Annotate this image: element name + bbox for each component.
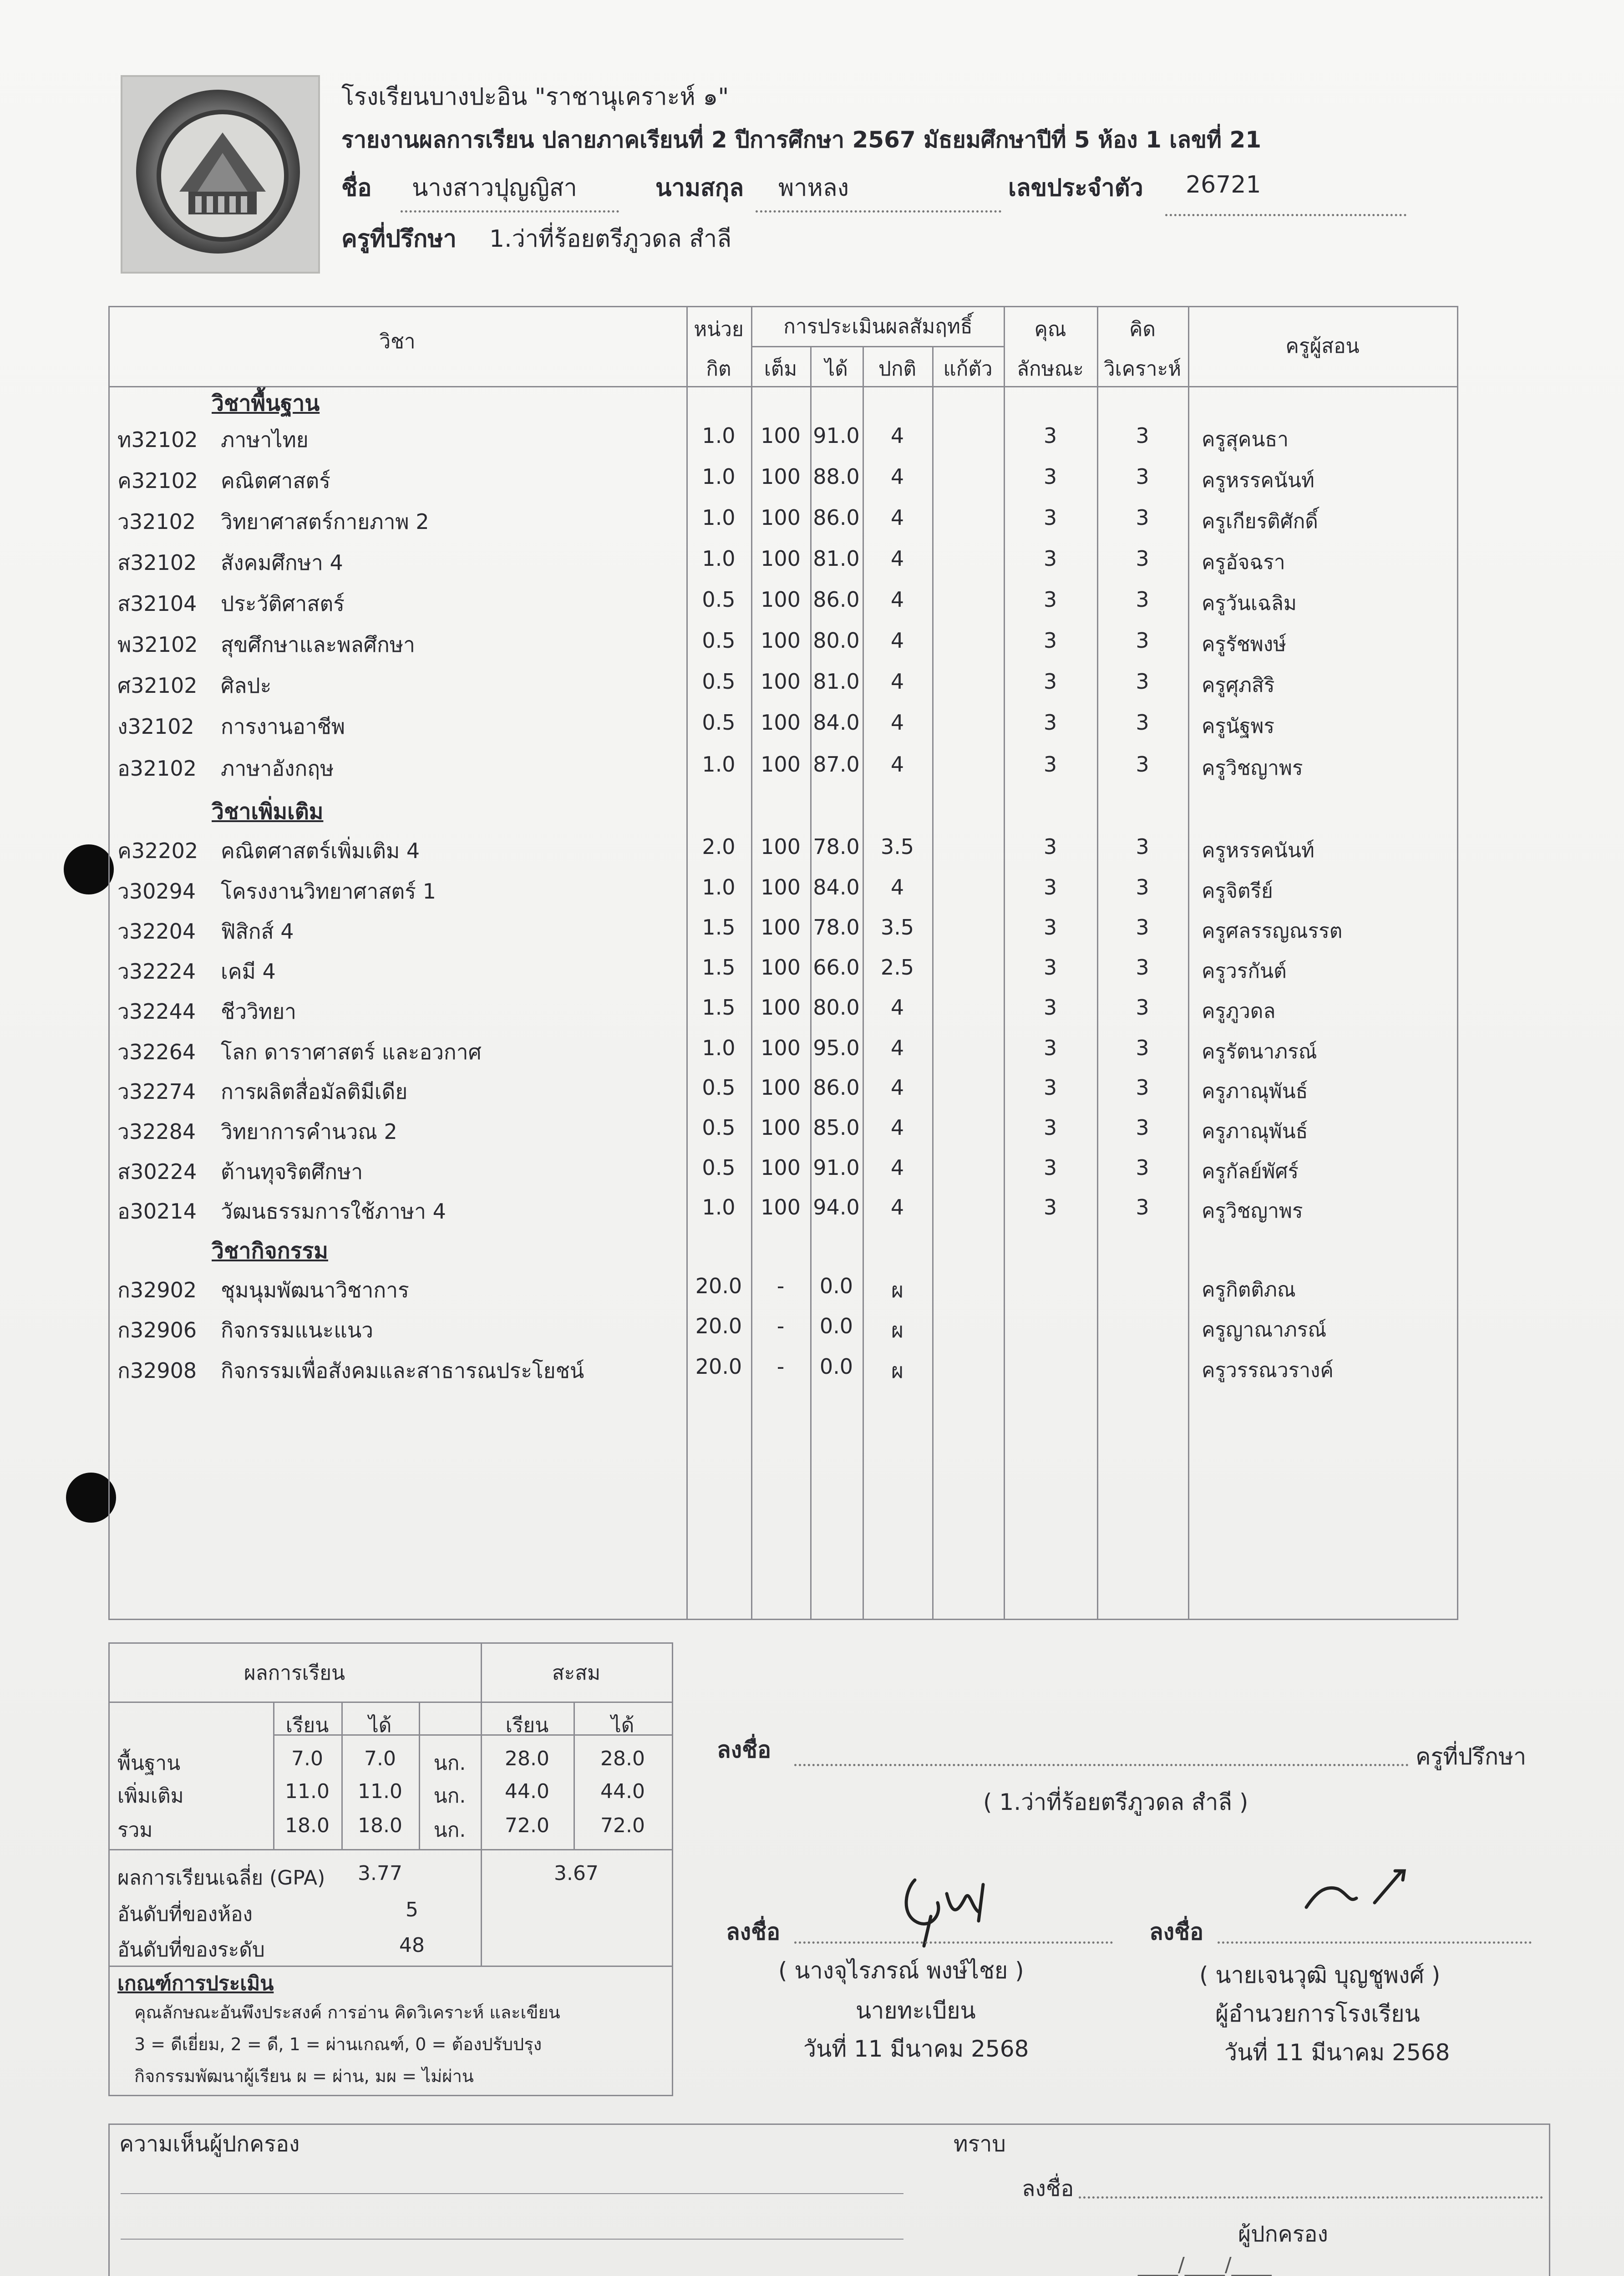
- advisor-sign-role: ครูที่ปรึกษา: [1416, 1743, 1527, 1770]
- cell-name: ชุมนุมพัฒนาวิชาการ: [221, 1278, 409, 1302]
- cell-char: 3: [1043, 587, 1057, 612]
- criteria-line-1: คุณลักษณะอันพึงประสงค์ การอ่าน คิดวิเคราะห์ และเขียน: [134, 2002, 560, 2022]
- summary-got-header: ได้: [368, 1714, 392, 1737]
- cell-code: พ32102: [117, 632, 198, 657]
- cell-teacher: ครูจิตรีย์: [1202, 879, 1273, 903]
- registrar-role: นายทะเบียน: [856, 1997, 976, 2024]
- cell-think: 3: [1136, 1075, 1149, 1100]
- cell-code: ก32902: [117, 1278, 197, 1302]
- col-teacher: ครูผู้สอน: [1285, 335, 1360, 358]
- col-think-1: คิด: [1129, 318, 1156, 341]
- cell-char: 3: [1043, 834, 1057, 859]
- parent-role-label: ผู้ปกครอง: [1238, 2221, 1328, 2247]
- cell-char: 3: [1043, 875, 1057, 899]
- cell-credit: 0.5: [702, 1155, 736, 1180]
- cell-full: 100: [761, 995, 801, 1020]
- cell-name: วิทยาศาสตร์กายภาพ 2: [221, 509, 429, 534]
- cell-credit: 1.5: [702, 915, 736, 940]
- student-name: นางสาวปุญญิสา: [412, 174, 577, 202]
- cell-teacher: ครูวิชญาพร: [1202, 1199, 1303, 1223]
- cell-char: 3: [1043, 752, 1057, 777]
- cell-name: วัฒนธรรมการใช้ภาษา 4: [221, 1199, 446, 1224]
- col-credit-1: หน่วย: [694, 318, 744, 341]
- cell-char: 3: [1043, 505, 1057, 530]
- section-activity: วิชากิจกรรม: [212, 1238, 328, 1264]
- cell-credit: 1.0: [702, 875, 736, 899]
- cell-grade: 4: [890, 1155, 904, 1180]
- cell-think: 3: [1136, 628, 1149, 653]
- summary-cell-acc_got: 28.0: [600, 1747, 645, 1770]
- cell-name: ชีววิทยา: [221, 999, 296, 1024]
- summary-cell-label: รวม: [117, 1819, 153, 1842]
- cell-credit: 1.0: [702, 423, 736, 448]
- summary-cell-got: 18.0: [358, 1814, 402, 1837]
- cell-got: 78.0: [813, 915, 860, 940]
- cell-teacher: ครูนัฐพร: [1202, 715, 1275, 738]
- summary-acc-learn-header: เรียน: [505, 1714, 549, 1737]
- summary-acc-got-header: ได้: [611, 1714, 634, 1737]
- summary-cell-acc_got: 72.0: [600, 1814, 645, 1837]
- cell-full: 100: [761, 505, 801, 530]
- cell-think: 3: [1136, 995, 1149, 1020]
- cell-full: 100: [761, 1036, 801, 1060]
- cell-grade: 4: [890, 875, 904, 899]
- col-fix: แก้ตัว: [943, 357, 993, 381]
- advisor-sign-name: ( 1.ว่าที่ร้อยตรีภูวดล สำลี ): [983, 1789, 1248, 1815]
- cell-got: 81.0: [813, 546, 860, 571]
- cell-code: ว32284: [117, 1119, 196, 1144]
- cell-grade: 4: [890, 995, 904, 1020]
- summary-cell-unit: นก.: [433, 1784, 466, 1808]
- cell-full: 100: [761, 915, 801, 940]
- cell-char: 3: [1043, 669, 1057, 694]
- cell-got: 84.0: [813, 710, 860, 735]
- cell-got: 0.0: [819, 1314, 853, 1338]
- summary-cell-got: 7.0: [364, 1747, 396, 1770]
- col-char-2: ลักษณะ: [1016, 357, 1084, 381]
- cell-grade: 4: [890, 710, 904, 735]
- cell-full: 100: [761, 834, 801, 859]
- cell-full: 100: [761, 1115, 801, 1140]
- cell-name: วิทยาการคำนวณ 2: [221, 1119, 397, 1144]
- cell-code: ค32102: [117, 468, 198, 493]
- cell-name: โลก ดาราศาสตร์ และอวกาศ: [221, 1040, 482, 1064]
- cell-think: 3: [1136, 752, 1149, 777]
- cell-credit: 1.0: [702, 505, 736, 530]
- cell-grade: ผ: [891, 1318, 903, 1342]
- cell-think: 3: [1136, 875, 1149, 899]
- cell-got: 0.0: [819, 1354, 853, 1379]
- cell-full: 100: [761, 1075, 801, 1100]
- cell-got: 84.0: [813, 875, 860, 899]
- cell-name: การผลิตสื่อมัลติมีเดีย: [221, 1079, 408, 1104]
- cell-teacher: ครูรัชพงษ์: [1202, 633, 1287, 656]
- cell-full: -: [776, 1314, 785, 1338]
- cell-credit: 20.0: [695, 1354, 742, 1379]
- advisor-sign-label: ลงชื่อ: [717, 1737, 771, 1763]
- cell-think: 3: [1136, 1155, 1149, 1180]
- cell-code: ว32264: [117, 1040, 196, 1064]
- cell-got: 66.0: [813, 955, 860, 980]
- cell-code: ว30294: [117, 879, 196, 904]
- cell-think: 3: [1136, 710, 1149, 735]
- cell-think: 3: [1136, 587, 1149, 612]
- director-date: วันที่ 11 มีนาคม 2568: [1224, 2039, 1450, 2066]
- cell-char: 3: [1043, 995, 1057, 1020]
- cell-teacher: ครูญาณาภรณ์: [1202, 1318, 1327, 1341]
- parent-sign-label: ลงชื่อ: [1022, 2176, 1074, 2201]
- cell-code: อ30214: [117, 1199, 197, 1224]
- cell-grade: 4: [890, 752, 904, 777]
- cell-name: ภาษาอังกฤษ: [221, 756, 334, 781]
- cell-name: ต้านทุจริตศึกษา: [221, 1159, 363, 1184]
- cell-name: ฟิสิกส์ 4: [221, 919, 294, 944]
- punch-hole-top: [64, 844, 114, 894]
- cell-got: 94.0: [813, 1195, 860, 1219]
- cell-credit: 1.0: [702, 464, 736, 489]
- cell-name: การงานอาชีพ: [221, 714, 345, 739]
- cell-credit: 20.0: [695, 1314, 742, 1338]
- cell-char: 3: [1043, 1195, 1057, 1219]
- cell-grade: 4: [890, 546, 904, 571]
- summary-cell-unit: นก.: [433, 1819, 466, 1842]
- cell-name: ศิลปะ: [221, 673, 272, 698]
- summary-cell-learn: 11.0: [285, 1780, 330, 1803]
- cell-code: ศ32102: [117, 673, 198, 698]
- cell-code: ค32202: [117, 838, 198, 863]
- cell-think: 3: [1136, 669, 1149, 694]
- cell-code: ว32102: [117, 509, 196, 534]
- cell-teacher: ครูสุคนธา: [1202, 428, 1289, 451]
- cell-got: 88.0: [813, 464, 860, 489]
- cell-think: 3: [1136, 546, 1149, 571]
- cell-credit: 1.0: [702, 1036, 736, 1060]
- cell-think: 3: [1136, 1036, 1149, 1060]
- cell-got: 91.0: [813, 1155, 860, 1180]
- cell-code: ก32908: [117, 1358, 197, 1383]
- cell-name: สุขศึกษาและพลศึกษา: [221, 632, 415, 657]
- cell-teacher: ครูกัลย์พัศร์: [1202, 1160, 1299, 1183]
- cell-teacher: ครูวรรณวรางค์: [1202, 1359, 1334, 1382]
- cell-name: เคมี 4: [221, 959, 276, 984]
- cell-got: 80.0: [813, 628, 860, 653]
- advisor-label: ครูที่ปรึกษา: [341, 225, 457, 253]
- school-emblem-icon: [161, 114, 284, 237]
- cell-full: 100: [761, 464, 801, 489]
- section-basic: วิชาพื้นฐาน: [212, 391, 320, 416]
- student-surname: พาหลง: [778, 174, 849, 202]
- cell-teacher: ครูกิตติภณ: [1202, 1278, 1296, 1301]
- section-extra: วิชาเพิ่มเติม: [212, 799, 324, 824]
- cell-code: ส32104: [117, 591, 197, 616]
- director-sign-label: ลงชื่อ: [1149, 1919, 1204, 1945]
- summary-cell-label: พื้นฐาน: [117, 1752, 181, 1775]
- col-normal: ปกติ: [878, 357, 917, 381]
- cell-credit: 0.5: [702, 628, 736, 653]
- level-rank-label: อันดับที่ของระดับ: [117, 1938, 265, 1961]
- director-role: ผู้อำนวยการโรงเรียน: [1215, 2001, 1420, 2027]
- student-id: 26721: [1186, 171, 1261, 198]
- cell-got: 78.0: [813, 834, 860, 859]
- cell-credit: 2.0: [702, 834, 736, 859]
- cell-full: 100: [761, 875, 801, 899]
- cell-full: 100: [761, 752, 801, 777]
- cell-teacher: ครูรัตนาภรณ์: [1202, 1040, 1317, 1063]
- summary-cell-acc_learn: 28.0: [505, 1747, 549, 1770]
- cell-teacher: ครูศลรรญณรรต: [1202, 920, 1343, 943]
- cell-full: -: [776, 1274, 785, 1298]
- cell-credit: 0.5: [702, 587, 736, 612]
- cell-char: 3: [1043, 423, 1057, 448]
- cell-char: 3: [1043, 546, 1057, 571]
- cell-grade: ผ: [891, 1358, 903, 1383]
- cell-code: ว32274: [117, 1079, 196, 1104]
- summary-cell-acc_learn: 72.0: [505, 1814, 549, 1837]
- cell-got: 86.0: [813, 587, 860, 612]
- registrar-name: ( นางจุไรภรณ์ พงษ์ไชย ): [778, 1957, 1024, 1984]
- director-name: ( นายเจนวุฒิ บุญชูพงศ์ ): [1199, 1962, 1441, 1988]
- cell-name: คณิตศาสตร์: [221, 468, 331, 493]
- col-subject: วิชา: [379, 330, 416, 353]
- col-got: ได้: [825, 357, 848, 381]
- parent-sign-date: ____/____/____: [1138, 2253, 1272, 2276]
- cell-teacher: ครูอัจฉรา: [1202, 551, 1285, 574]
- col-char-1: คุณ: [1034, 318, 1066, 341]
- cell-code: ก32906: [117, 1318, 197, 1342]
- cell-name: กิจกรรมเพื่อสังคมและสาธารณประโยชน์: [221, 1358, 584, 1383]
- registrar-sign-label: ลงชื่อ: [726, 1919, 781, 1945]
- cell-grade: 4: [890, 587, 904, 612]
- cell-think: 3: [1136, 423, 1149, 448]
- summary-cell-got: 11.0: [358, 1780, 402, 1803]
- cell-think: 3: [1136, 505, 1149, 530]
- criteria-line-2: 3 = ดีเยี่ยม, 2 = ดี, 1 = ผ่านเกณฑ์, 0 = ต้องปรับปรุง: [134, 2034, 542, 2054]
- cell-name: คณิตศาสตร์เพิ่มเติม 4: [221, 838, 420, 863]
- cell-got: 80.0: [813, 995, 860, 1020]
- cell-got: 87.0: [813, 752, 860, 777]
- surname-label: นามสกุล: [655, 174, 744, 202]
- cell-grade: 4: [890, 464, 904, 489]
- cell-grade: 4: [890, 1036, 904, 1060]
- cell-teacher: ครูศุภสิริ: [1202, 674, 1275, 697]
- cell-teacher: ครูหรรคนันท์: [1202, 469, 1314, 492]
- summary-cell-acc_got: 44.0: [600, 1780, 645, 1803]
- cell-got: 95.0: [813, 1036, 860, 1060]
- cell-think: 3: [1136, 955, 1149, 980]
- cell-code: ง32102: [117, 714, 194, 739]
- cell-code: ว32244: [117, 999, 196, 1024]
- col-credit-2: กิต: [706, 357, 731, 381]
- criteria-line-3: กิจกรรมพัฒนาผู้เรียน ผ = ผ่าน, มผ = ไม่ผ่าน: [134, 2066, 474, 2086]
- cell-char: 3: [1043, 710, 1057, 735]
- cell-name: ภาษาไทย: [221, 427, 309, 452]
- advisor-name: 1.ว่าที่ร้อยตรีภูวดล สำลี: [489, 225, 732, 253]
- gpa-value: 3.77: [358, 1862, 402, 1885]
- report-title: รายงานผลการเรียน ปลายภาคเรียนที่ 2 ปีการศึกษา 2567 มัธยมศึกษาปีที่ 5 ห้อง 1 เลขที่ 21: [341, 127, 1261, 153]
- cell-teacher: ครูเกียรติศักดิ์: [1202, 510, 1318, 533]
- cell-char: 3: [1043, 915, 1057, 940]
- cell-credit: 20.0: [695, 1274, 742, 1298]
- cell-think: 3: [1136, 1195, 1149, 1219]
- cell-code: ว32224: [117, 959, 196, 984]
- cell-got: 91.0: [813, 423, 860, 448]
- parent-ack-label: ทราบ: [954, 2131, 1006, 2157]
- cell-teacher: ครูวันเฉลิม: [1202, 592, 1297, 615]
- col-assessment: การประเมินผลสัมฤทธิ์: [783, 315, 973, 338]
- col-think-2: วิเคราะห์: [1103, 357, 1182, 381]
- cell-credit: 1.5: [702, 995, 736, 1020]
- student-id-label: เลขประจำตัว: [1008, 174, 1143, 202]
- cell-credit: 1.0: [702, 546, 736, 571]
- cell-code: ว32204: [117, 919, 196, 944]
- cell-teacher: ครูภาณุพันธ์: [1202, 1080, 1308, 1103]
- cell-grade: 3.5: [880, 915, 914, 940]
- school-name: โรงเรียนบางปะอิน "ราชานุเคราะห์ ๑": [341, 83, 729, 111]
- cell-full: 100: [761, 628, 801, 653]
- cell-credit: 1.5: [702, 955, 736, 980]
- cell-grade: 4: [890, 1075, 904, 1100]
- cell-code: ส30224: [117, 1159, 197, 1184]
- cell-credit: 0.5: [702, 710, 736, 735]
- cell-grade: 4: [890, 1195, 904, 1219]
- cell-name: กิจกรรมแนะแนว: [221, 1318, 374, 1342]
- cell-grade: 2.5: [880, 955, 914, 980]
- criteria-title: เกณฑ์การประเมิน: [117, 1972, 274, 1995]
- summary-learn-header: เรียน: [285, 1714, 329, 1737]
- cell-full: 100: [761, 423, 801, 448]
- cell-full: 100: [761, 1195, 801, 1219]
- registrar-date: วันที่ 11 มีนาคม 2568: [803, 2036, 1029, 2062]
- gpa-label: ผลการเรียนเฉลี่ย (GPA): [117, 1866, 325, 1890]
- level-rank-value: 48: [399, 1934, 425, 1957]
- cell-teacher: ครูภาณุพันธ์: [1202, 1120, 1308, 1143]
- class-rank-value: 5: [406, 1898, 418, 1921]
- cell-grade: 4: [890, 423, 904, 448]
- cell-name: โครงงานวิทยาศาสตร์ 1: [221, 879, 436, 904]
- cell-teacher: ครูหรรคนันท์: [1202, 839, 1314, 862]
- cell-full: 100: [761, 546, 801, 571]
- cell-think: 3: [1136, 834, 1149, 859]
- cell-grade: 3.5: [880, 834, 914, 859]
- cell-grade: 4: [890, 1115, 904, 1140]
- school-logo: [121, 75, 320, 274]
- cell-full: 100: [761, 1155, 801, 1180]
- col-full: เต็ม: [764, 357, 797, 381]
- cell-grade: 4: [890, 505, 904, 530]
- cell-credit: 0.5: [702, 1075, 736, 1100]
- gpa-accum-value: 3.67: [554, 1862, 599, 1885]
- summary-cell-unit: นก.: [433, 1752, 466, 1775]
- cell-code: อ32102: [117, 756, 197, 781]
- cell-teacher: ครูวรกันต์: [1202, 960, 1287, 983]
- cell-char: 3: [1043, 1036, 1057, 1060]
- cell-grade: ผ: [891, 1278, 903, 1302]
- cell-full: 100: [761, 955, 801, 980]
- summary-accum-header: สะสม: [552, 1661, 601, 1685]
- summary-result-header: ผลการเรียน: [244, 1661, 345, 1685]
- cell-char: 3: [1043, 628, 1057, 653]
- cell-teacher: ครูวิชญาพร: [1202, 757, 1303, 780]
- cell-full: 100: [761, 669, 801, 694]
- registrar-signature-image: [888, 1862, 1024, 1948]
- cell-credit: 0.5: [702, 669, 736, 694]
- cell-full: 100: [761, 587, 801, 612]
- cell-got: 86.0: [813, 1075, 860, 1100]
- class-rank-label: อันดับที่ของห้อง: [117, 1903, 253, 1926]
- cell-credit: 0.5: [702, 1115, 736, 1140]
- summary-cell-learn: 18.0: [285, 1814, 330, 1837]
- cell-grade: 4: [890, 628, 904, 653]
- student-name-label: ชื่อ: [341, 174, 372, 202]
- cell-credit: 1.0: [702, 1195, 736, 1219]
- cell-name: สังคมศึกษา 4: [221, 550, 343, 575]
- cell-got: 86.0: [813, 505, 860, 530]
- cell-grade: 4: [890, 669, 904, 694]
- cell-got: 85.0: [813, 1115, 860, 1140]
- cell-char: 3: [1043, 1075, 1057, 1100]
- cell-full: 100: [761, 710, 801, 735]
- cell-think: 3: [1136, 464, 1149, 489]
- cell-credit: 1.0: [702, 752, 736, 777]
- cell-think: 3: [1136, 915, 1149, 940]
- summary-cell-acc_learn: 44.0: [505, 1780, 549, 1803]
- cell-think: 3: [1136, 1115, 1149, 1140]
- director-signature-image: [1297, 1857, 1425, 1921]
- cell-full: -: [776, 1354, 785, 1379]
- parent-opinion-label: ความเห็นผู้ปกครอง: [119, 2131, 300, 2157]
- cell-got: 0.0: [819, 1274, 853, 1298]
- summary-cell-learn: 7.0: [291, 1747, 323, 1770]
- cell-teacher: ครูภูวดล: [1202, 1000, 1276, 1023]
- cell-code: ท32102: [117, 427, 198, 452]
- cell-char: 3: [1043, 1155, 1057, 1180]
- cell-got: 81.0: [813, 669, 860, 694]
- cell-char: 3: [1043, 1115, 1057, 1140]
- cell-name: ประวัติศาสตร์: [221, 591, 345, 616]
- cell-char: 3: [1043, 464, 1057, 489]
- summary-cell-label: เพิ่มเติม: [117, 1784, 184, 1808]
- cell-char: 3: [1043, 955, 1057, 980]
- cell-code: ส32102: [117, 550, 197, 575]
